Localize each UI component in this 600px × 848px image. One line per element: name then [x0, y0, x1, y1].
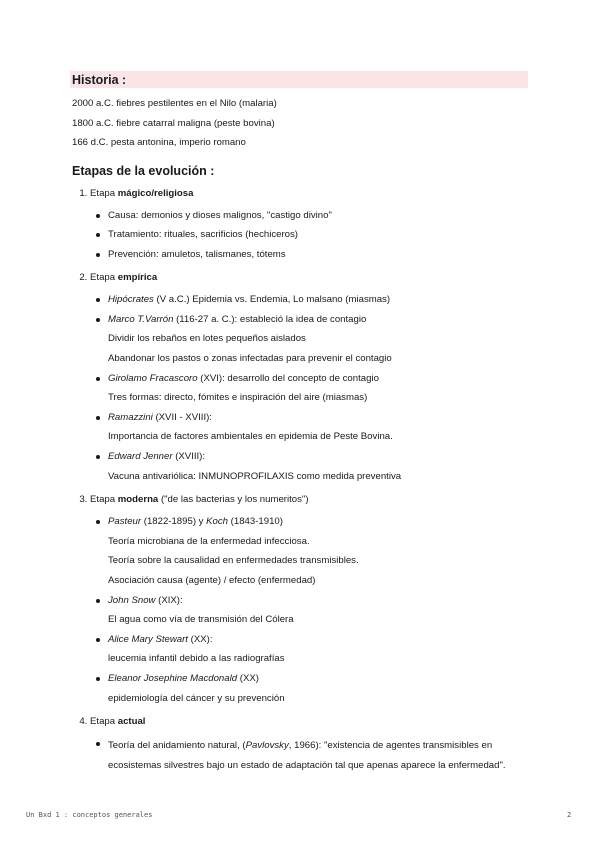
stage-prefix: Etapa — [90, 272, 118, 284]
item-detail: Tres formas: directo, fómites e inspiración del aire (miasmas) — [108, 392, 368, 404]
item-detail: leucemia infantil debido a las radiografías — [108, 653, 285, 665]
item-detail: Teoría microbiana de la enfermedad infecciosa. — [108, 535, 310, 547]
stage-item — [90, 712, 528, 775]
stage-prefix: Etapa — [90, 494, 118, 506]
item-text: (XVI): desarrollo del concepto de contagio — [197, 372, 379, 384]
stage-sublist — [90, 290, 528, 486]
stage-sublist — [90, 512, 528, 708]
item-text: , 1966): "existencia de agentes transmisibles en ecosistemas silvestres bajo un estado de adaptación tal que apenas aparece la enfermedad". — [108, 740, 506, 771]
item-detail: El agua como vía de transmisión del Cólera — [108, 614, 294, 626]
item-text: (XVIII): — [172, 451, 206, 463]
person-name: Eleanor Josephine Macdonald — [108, 672, 238, 684]
person-name: Hipócrates — [108, 294, 154, 306]
stage-item — [90, 184, 528, 265]
person-name: Marco T.Varrón — [108, 313, 174, 325]
item-detail: Importancia de factores ambientales en epidemia de Peste Bovina. — [108, 431, 393, 443]
list-item — [108, 669, 528, 708]
item-detail: Asociación causa (agente) / efecto (enfermedad) — [108, 575, 316, 586]
item-text: (XX): — [187, 633, 213, 645]
list-item — [108, 630, 528, 669]
list-item — [108, 408, 528, 447]
footer-title: Un Bxd 1 : conceptos generales — [26, 811, 153, 819]
list-item: Causa: demonios y dioses malignos, "castigo divino" — [108, 206, 528, 226]
document-content — [72, 71, 528, 779]
item-detail: epidemiología del cáncer y su prevención — [108, 692, 285, 704]
stage-suffix: ("de las bacterias y los numeritos") — [158, 494, 309, 506]
person-name: Girolamo Fracascoro — [108, 372, 198, 384]
stage-name: empírica — [117, 272, 158, 284]
list-item — [108, 290, 528, 310]
person-name: Edward Jenner — [108, 451, 173, 463]
item-text: (XX) — [237, 672, 259, 684]
person-name: John Snow — [108, 594, 156, 606]
historia-line: 1800 a.C. fiebre catarral maligna (peste bovina) — [72, 117, 275, 129]
item-detail: Vacuna antivariólica: INMUNOPROFILAXIS como medida preventiva — [108, 470, 402, 482]
list-item — [108, 369, 528, 408]
stage-sublist — [90, 734, 528, 775]
list-item — [108, 310, 528, 369]
person-name: Koch — [206, 516, 229, 528]
historia-line: 166 d.C. pesta antonina, imperio romano — [72, 137, 246, 148]
stage-name: mágico/religiosa — [117, 187, 194, 199]
stage-item — [90, 490, 528, 708]
list-item — [108, 512, 528, 590]
stage-item — [90, 268, 528, 486]
stage-prefix: Etapa — [90, 187, 118, 199]
item-text: (XIX): — [155, 594, 183, 606]
etapas-heading: Etapas de la evolución : — [72, 163, 215, 178]
item-text: (V a.C.) Epidemia vs. Endemia, Lo malsano (miasmas) — [153, 294, 391, 306]
stage-sublist — [90, 206, 528, 265]
list-item: Tratamiento: rituales, sacrificios (hechiceros) — [108, 225, 528, 245]
item-text: (1822-1895) y — [141, 516, 207, 528]
list-item — [108, 591, 528, 630]
stage-name: moderna — [117, 494, 159, 506]
historia-line: 2000 a.C. fiebres pestilentes en el Nilo (malaria) — [72, 98, 277, 109]
item-text: Teoría del anidamiento natural, ( — [108, 740, 246, 752]
page-number: 2 — [567, 811, 572, 819]
item-text: (1843-1910) — [228, 516, 283, 528]
item-text: (116-27 a. C.): estableció la idea de contagio — [173, 313, 367, 325]
item-text: (XVII - XVIII): — [152, 411, 212, 423]
item-detail: Teoría sobre la causalidad en enfermedades transmisibles. — [108, 555, 359, 567]
item-detail: Abandonar los pastos o zonas infectadas para prevenir el contagio — [108, 353, 392, 365]
historia-heading: Historia : — [70, 71, 528, 88]
stage-name: actual — [117, 716, 146, 728]
list-item — [108, 734, 528, 775]
item-detail: Dividir los rebaños en lotes pequeños aislados — [108, 333, 306, 345]
stages-list — [72, 184, 528, 776]
person-name: Pasteur — [108, 516, 142, 528]
person-name: Ramazzini — [108, 411, 153, 423]
person-name: Alice Mary Stewart — [108, 633, 188, 645]
stage-prefix: Etapa — [90, 716, 118, 728]
person-name: Pavlovsky — [245, 740, 289, 752]
list-item: Prevención: amuletos, talismanes, tótems — [108, 245, 528, 265]
list-item — [108, 447, 528, 486]
